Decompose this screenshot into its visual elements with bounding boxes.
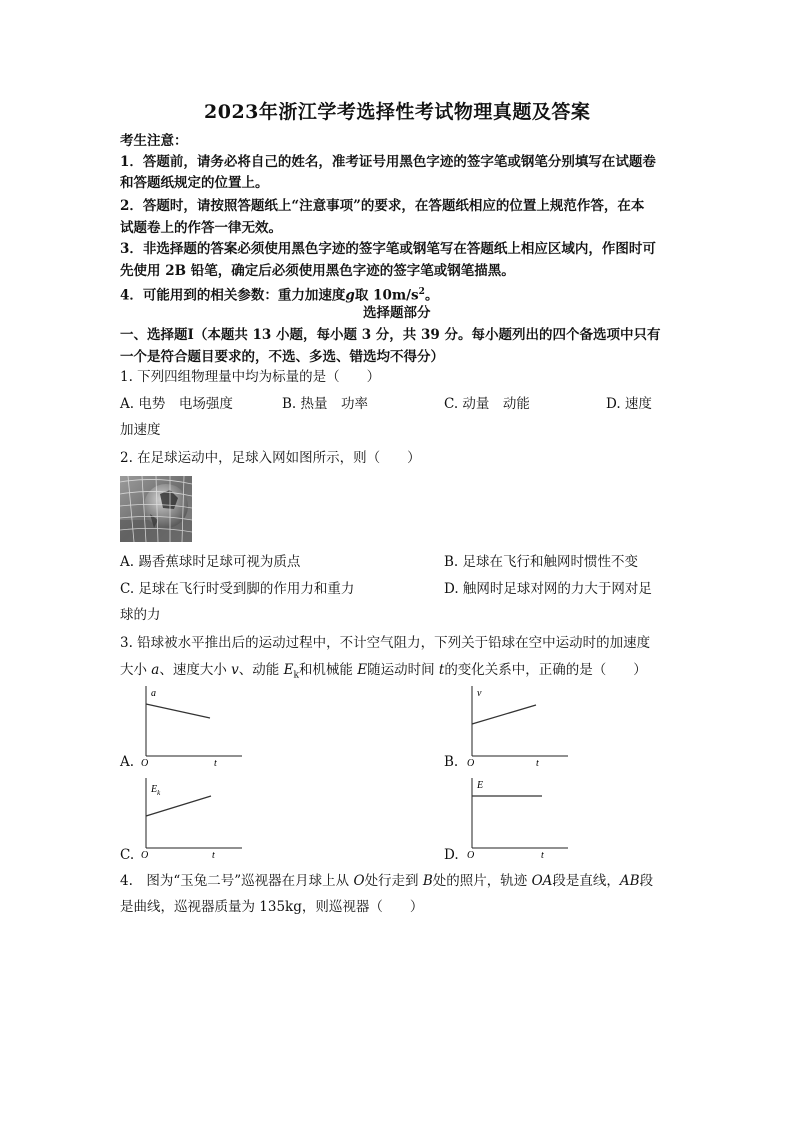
part1-line: 一个是符合题目要求的，不选、多选、错选均不得分） bbox=[120, 349, 444, 365]
q4-text: 处的照片，轨迹 bbox=[432, 873, 532, 889]
notice-line: 和答题纸规定的位置上。 bbox=[120, 175, 269, 191]
q4-var: O bbox=[353, 873, 365, 889]
q4-text: 处行走到 bbox=[364, 873, 423, 889]
q3-graph-c bbox=[138, 776, 248, 862]
q2-option-a: A. 踢香蕉球时足球可视为质点 bbox=[120, 554, 301, 570]
q3-graph-d bbox=[464, 776, 574, 862]
q4-text: 段 bbox=[639, 873, 654, 889]
notice-line-4 bbox=[120, 282, 438, 306]
q3-line1: 3. 铅球被水平推出后的运动过程中，不计空气阻力，下列关于铅球在空中运动时的加速度 bbox=[120, 635, 651, 651]
q3-text: 的变化关系中，正确的是（ ） bbox=[444, 662, 647, 678]
q3-graph-a bbox=[138, 684, 248, 770]
q3-var: E bbox=[357, 662, 368, 678]
q2-continuation: 球的力 bbox=[120, 607, 161, 623]
q3-option-b-label: B. bbox=[444, 754, 459, 770]
q1-option-d: D. 速度 bbox=[606, 396, 652, 412]
graph-line bbox=[146, 796, 211, 816]
x-axis-label: t bbox=[214, 758, 217, 769]
q3-graph-b bbox=[464, 684, 574, 770]
q2-option-d: D. 触网时足球对网的力大于网对足 bbox=[444, 581, 652, 597]
notice-line: 先使用 2B 铅笔，确定后必须使用黑色字迹的签字笔或钢笔描黑。 bbox=[120, 263, 515, 279]
q1-continuation: 加速度 bbox=[120, 422, 161, 438]
q3-option-d-label: D. bbox=[444, 847, 459, 863]
y-axis-label: a bbox=[151, 688, 156, 699]
q3-var: a bbox=[151, 662, 160, 678]
x-axis-label: t bbox=[541, 850, 544, 861]
q4-line1 bbox=[120, 871, 653, 891]
section-heading: 选择题部分 bbox=[363, 305, 431, 321]
q1-option-c: C. 动量 动能 bbox=[444, 396, 530, 412]
notice-line: 3．非选择题的答案必须使用黑色字迹的签字笔或钢笔写在答题纸上相应区域内，作图时可 bbox=[120, 241, 656, 257]
q4-var: B bbox=[422, 873, 433, 889]
q2-option-c: C. 足球在飞行时受到脚的作用力和重力 bbox=[120, 581, 355, 597]
q4-var: OA bbox=[531, 873, 553, 889]
notice-item4-mid: 取 10m/s bbox=[354, 287, 419, 304]
q3-option-a-label: A. bbox=[120, 754, 135, 770]
q1-option-b: B. 热量 功率 bbox=[282, 396, 369, 412]
notice-line: 试题卷上的作答一律无效。 bbox=[120, 220, 282, 236]
q4-line2: 是曲线，巡视器质量为 135kg，则巡视器（ ） bbox=[120, 899, 424, 915]
q3-sub: k bbox=[293, 670, 299, 681]
q3-text: 、速度大小 bbox=[159, 662, 232, 678]
q2-stem: 2. 在足球运动中，足球入网如图所示，则（ ） bbox=[120, 450, 421, 466]
notice-heading: 考生注意： bbox=[120, 133, 188, 149]
soccer-net-photo bbox=[120, 476, 192, 542]
origin-label: O bbox=[467, 758, 475, 769]
q2-option-b: B. 足球在飞行和触网时惯性不变 bbox=[444, 554, 639, 570]
q3-text: 大小 bbox=[120, 662, 152, 678]
notice-item4-sup: 2 bbox=[418, 287, 425, 297]
gravity-symbol: g bbox=[345, 287, 355, 304]
q3-line2 bbox=[120, 660, 647, 686]
x-axis-label: t bbox=[212, 850, 215, 861]
q4-text: 段是直线， bbox=[552, 873, 620, 889]
y-axis-label: $E_k$ bbox=[151, 784, 161, 797]
graph-line bbox=[472, 705, 536, 724]
q1-option-a: A. 电势 电场强度 bbox=[120, 396, 233, 412]
q3-text: 和机械能 bbox=[298, 662, 358, 678]
q3-var: E bbox=[283, 662, 294, 678]
notice-line: 2．答题时，请按照答题纸上“注意事项”的要求，在答题纸相应的位置上规范作答，在本 bbox=[120, 198, 645, 214]
q3-text: 随运动时间 bbox=[367, 662, 439, 678]
page-title: 2023年浙江学考选择性考试物理真题及答案 bbox=[204, 101, 591, 123]
q3-var: v bbox=[231, 662, 239, 678]
q3-var: t bbox=[438, 662, 445, 678]
q3-option-c-label: C. bbox=[120, 847, 135, 863]
notice-line: 1．答题前，请务必将自己的姓名，准考证号用黑色字迹的签字笔或钢笔分别填写在试题卷 bbox=[120, 154, 656, 170]
q4-text: 4. 图为“玉兔二号”巡视器在月球上从 bbox=[120, 873, 354, 889]
origin-label: O bbox=[141, 758, 149, 769]
origin-label: O bbox=[467, 850, 475, 861]
q4-var: AB bbox=[619, 873, 640, 889]
q1-stem: 1. 下列四组物理量中均为标量的是（ ） bbox=[120, 369, 381, 385]
y-axis-label: v bbox=[477, 688, 482, 699]
part1-line: 一、选择题Ⅰ（本题共 13 小题，每小题 3 分，共 39 分。每小题列出的四个备选项中只有 bbox=[120, 327, 661, 343]
notice-item4-end: 。 bbox=[424, 287, 439, 304]
notice-item4-prefix: 4．可能用到的相关参数：重力加速度 bbox=[120, 287, 346, 304]
y-axis-label: E bbox=[477, 780, 484, 791]
graph-line bbox=[146, 704, 210, 718]
x-axis-label: t bbox=[536, 758, 539, 769]
q3-text: 、动能 bbox=[238, 662, 284, 678]
origin-label: O bbox=[141, 850, 149, 861]
